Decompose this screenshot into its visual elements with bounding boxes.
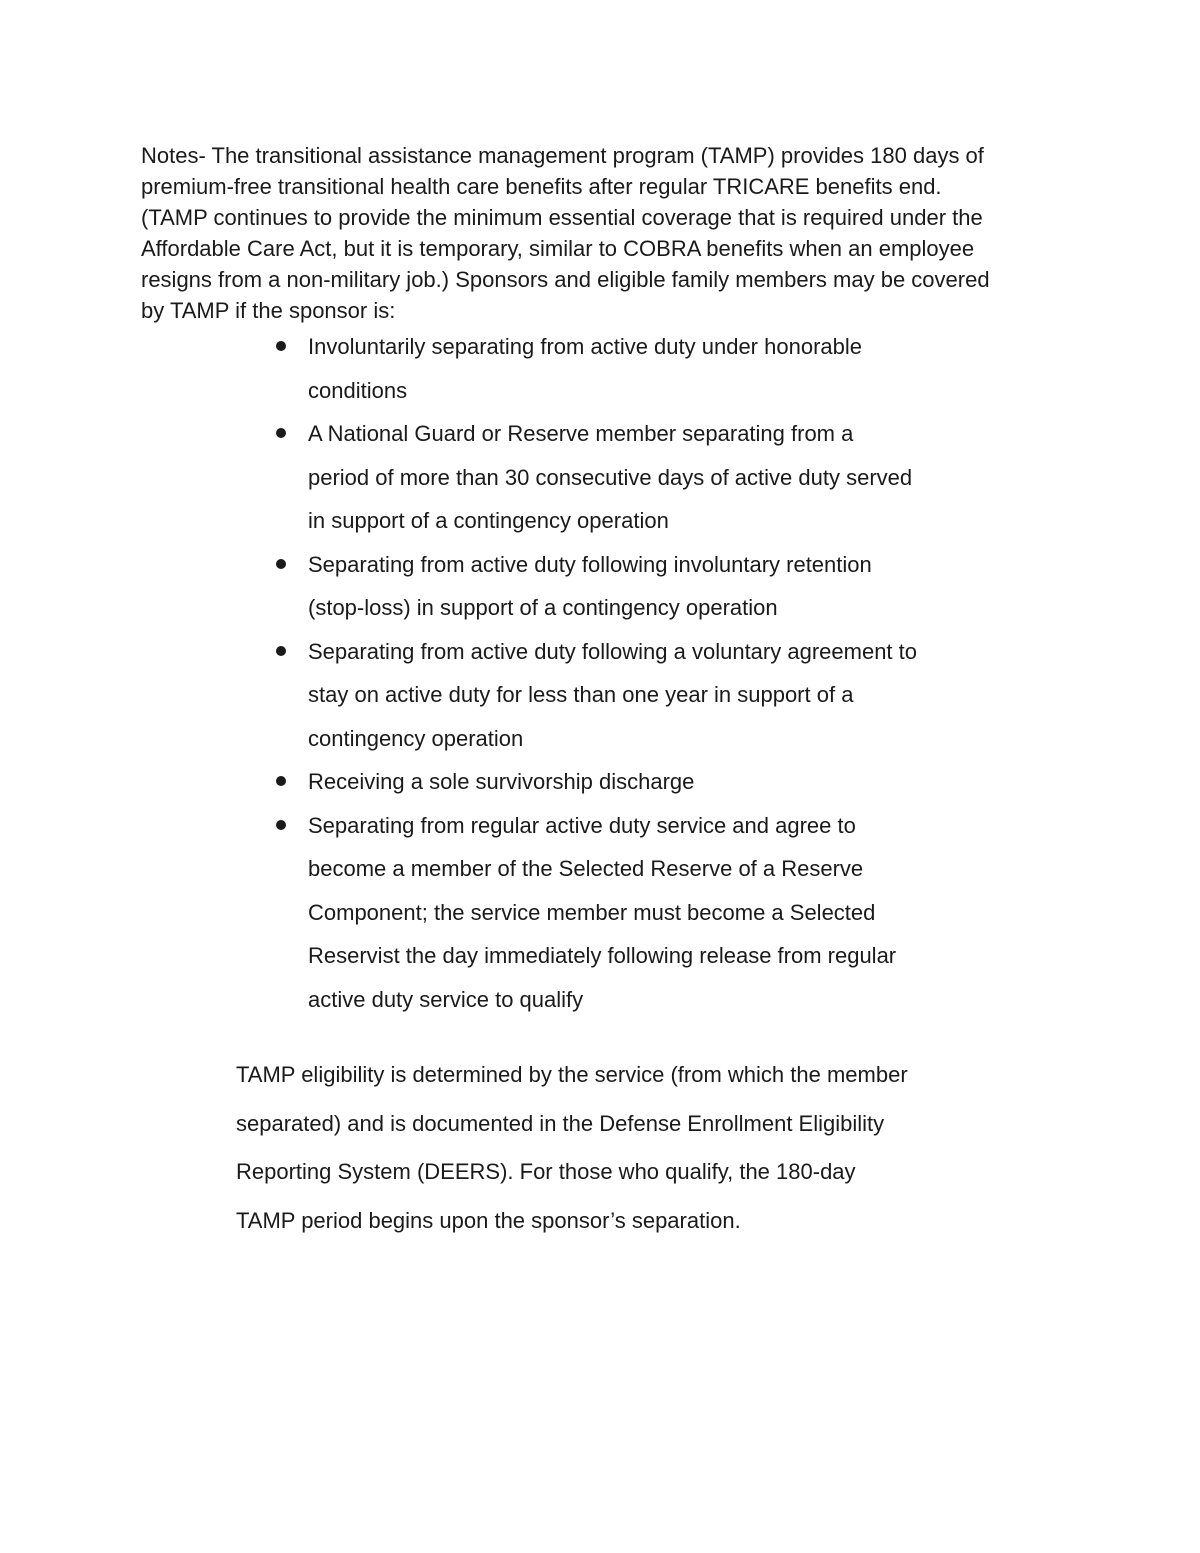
list-item — [272, 325, 992, 412]
list-item-line: stay on active duty for less than one year in support of a — [308, 682, 854, 707]
list-item — [272, 412, 992, 543]
intro-line: Notes- The transitional assistance management program (TAMP) provides 180 days of — [141, 143, 984, 168]
list-item-line: active duty service to qualify — [308, 986, 584, 1012]
bullet-icon — [276, 776, 286, 786]
list-item — [272, 630, 992, 761]
list-item-line: become a member of the Selected Reserve of a Reserve — [308, 856, 864, 881]
bullet-icon — [276, 646, 286, 656]
list-item-line: Involuntarily separating from active duty under honorable — [308, 334, 862, 359]
intro-line: (TAMP continues to provide the minimum essential coverage that is required under the — [141, 205, 983, 230]
list-item-line: Component; the service member must become a Selected — [308, 899, 876, 925]
closing-paragraph — [236, 1051, 996, 1245]
list-item — [272, 760, 992, 804]
bullet-icon — [276, 820, 286, 830]
list-item-line: Receiving a sole survivorship discharge — [308, 769, 695, 794]
list-item-line: (stop-loss) in support of a contingency operation — [308, 595, 778, 620]
intro-line: resigns from a non-military job.) Sponsors and eligible family members may be covered — [141, 267, 990, 292]
bullet-icon — [276, 428, 286, 438]
list-item-line: A National Guard or Reserve member separating from a — [308, 421, 854, 446]
list-item-line: conditions — [308, 377, 408, 403]
intro-line: premium-free transitional health care benefits after regular TRICARE benefits end. — [141, 174, 942, 199]
list-item — [272, 543, 992, 630]
list-item-line: Separating from regular active duty service and agree to — [308, 812, 856, 838]
list-item-line: Separating from active duty following involuntary retention — [308, 551, 872, 577]
intro-line: by TAMP if the sponsor is: — [141, 298, 396, 323]
closing-line: Reporting System (DEERS). For those who qualify, the 180-day — [236, 1159, 856, 1184]
list-item-line: in support of a contingency operation — [308, 508, 669, 533]
list-item-line: period of more than 30 consecutive days of active duty served — [308, 464, 913, 490]
closing-line: TAMP period begins upon the sponsor’s separation. — [236, 1207, 741, 1233]
bullet-icon — [276, 341, 286, 351]
intro-paragraph — [141, 140, 1071, 326]
list-item-line: contingency operation — [308, 725, 524, 751]
list-item-line: Separating from active duty following a voluntary agreement to — [308, 638, 917, 664]
list-item — [272, 804, 992, 1022]
bullet-icon — [276, 559, 286, 569]
closing-line: separated) and is documented in the Defense Enrollment Eligibility — [236, 1110, 885, 1136]
eligibility-criteria-list — [272, 325, 992, 1021]
closing-line: TAMP eligibility is determined by the service (from which the member — [236, 1062, 908, 1087]
list-item-line: Reservist the day immediately following release from regular — [308, 943, 897, 968]
intro-line: Affordable Care Act, but it is temporary, similar to COBRA benefits when an employee — [141, 236, 975, 261]
